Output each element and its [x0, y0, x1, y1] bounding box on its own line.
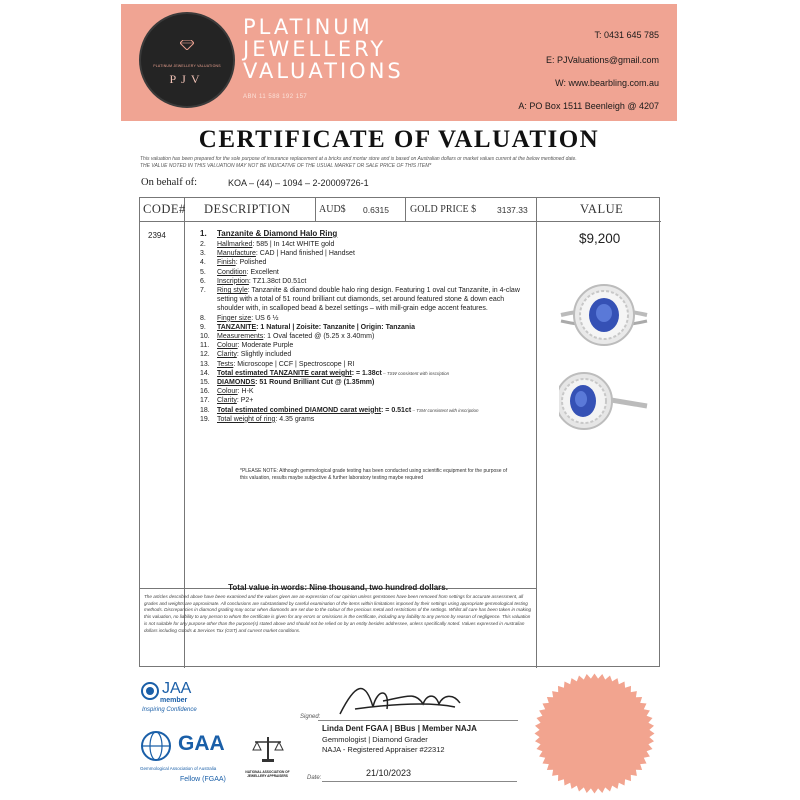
description-item: [200, 323, 530, 332]
column-header-code: CODE#: [143, 202, 186, 216]
gold-price-value: 3137.33: [497, 205, 528, 215]
gold-price-label: GOLD PRICE $: [410, 204, 477, 215]
item-text: : Moderate Purple: [237, 342, 294, 350]
item-label: Finish: [217, 259, 236, 267]
description-item: [200, 240, 530, 249]
item-text: : = 0.51ct: [381, 406, 412, 414]
item-number: 8.: [200, 314, 206, 322]
item-number: 9.: [200, 323, 206, 331]
contact-phone: T: 0431 645 785: [594, 30, 659, 40]
ring-photo-side: [559, 368, 649, 438]
ring-photo-front: [559, 281, 649, 351]
brand-line-3: VALUATIONS: [243, 59, 404, 83]
on-behalf-value: KOA – (44) – 1094 – 2-20009726-1: [228, 178, 369, 188]
certificate-title: CERTIFICATE OF VALUATION: [198, 126, 600, 153]
item-number: 18.: [200, 406, 210, 414]
item-label: Ring style: [217, 287, 248, 295]
total-value-in-words: Total value in words: Nine thousand, two hundred dollars.: [228, 583, 448, 592]
description-item: [200, 249, 530, 258]
description-item: [200, 396, 530, 405]
item-text: : P2+: [236, 397, 254, 405]
jaa-text: JAA: [162, 680, 192, 697]
item-number: 16.: [200, 388, 210, 396]
jaa-circle-icon: [140, 681, 160, 701]
gaa-fellow: Fellow (FGAA): [180, 776, 226, 783]
item-text: : Slightly included: [236, 351, 292, 359]
description-item: [200, 415, 530, 424]
item-text: : 4.35 grams: [275, 415, 315, 423]
item-title-number: 1.: [200, 229, 207, 238]
abn-number: ABN 11 588 192 157: [243, 94, 308, 100]
item-text: : 585 | In 14ct WHITE gold: [252, 241, 335, 248]
description-item: [200, 350, 530, 359]
jaa-member-text: member: [160, 697, 188, 704]
handwritten-signature: [335, 679, 465, 719]
item-label: Measurements: [217, 333, 264, 341]
description-item: [200, 314, 530, 323]
date-label: Date:: [307, 775, 322, 781]
description-item: [200, 387, 530, 396]
item-title: [200, 228, 530, 239]
description-item: [200, 258, 530, 267]
testing-note: *PLEASE NOTE: Although gemmological grade testing has been conducted using scientific equipment for the purpose of this valuation, results maybe subjective & further laboratory testing maybe required: [240, 468, 508, 481]
disclaimer-line-1: This valuation has been prepared for the sole purpose of insurance replacement at a bricks and mortar store and is based on Australian dollars or market values current at the below mentioned date.: [140, 156, 577, 162]
item-lines: [200, 240, 530, 424]
description-item: [200, 378, 530, 387]
gaa-globe-icon: [140, 730, 172, 762]
description-item: [200, 277, 530, 286]
item-label: Clarity: [217, 397, 237, 405]
item-number: 6.: [200, 277, 206, 285]
item-label: Clarity: [217, 351, 237, 359]
item-number: 2.: [200, 241, 206, 248]
item-text: : Tanzanite & diamond double halo ring design. Featuring 1 oval cut Tanzanite, in 4-claw setting with a total of 51 round brilliant cut diamonds, set around featured stone & down each shoulder with, in scalloped bead & bezel settings – with mill-grain edge accent features.: [217, 287, 520, 313]
item-number: 12.: [200, 351, 210, 359]
item-label: Colour: [217, 388, 238, 396]
item-number: 10.: [200, 333, 210, 341]
item-number: 4.: [200, 259, 206, 267]
item-text: : US 6 ½: [251, 314, 279, 322]
item-title-text: Tanzanite & Diamond Halo Ring: [217, 229, 338, 238]
item-footnote: – TSW consistent with inscription: [411, 407, 479, 413]
description-item: [200, 360, 530, 369]
logo-ring-text: PLATINUM JEWELLERY VALUATIONS: [153, 64, 221, 68]
signed-label: Signed:: [300, 714, 321, 720]
item-number: 3.: [200, 250, 206, 258]
item-number: 13.: [200, 360, 210, 368]
item-label: Manufacture: [217, 250, 256, 258]
date-line: [322, 781, 517, 782]
contact-address: A: PO Box 1511 Beenleigh @ 4207: [518, 101, 659, 111]
item-text: : H-K: [237, 388, 254, 396]
letterhead-banner: [121, 4, 677, 121]
item-label: Total weight of ring: [217, 415, 276, 423]
item-text: : = 1.38ct: [351, 369, 382, 377]
on-behalf-label: On behalf of:: [141, 177, 197, 188]
valuation-disclaimer: [140, 156, 660, 169]
signature-line: [318, 720, 518, 721]
item-label: Colour: [217, 342, 238, 350]
description-item: [200, 341, 530, 350]
valuation-date: 21/10/2023: [366, 768, 412, 778]
signer-registration: NAJA - Registered Appraiser #22312: [322, 745, 445, 754]
naja-label: NATIONAL ASSOCIATION OF JEWELLERY APPRAISERS: [245, 770, 290, 778]
aud-label: AUD$: [319, 204, 346, 215]
item-number: 7.: [200, 287, 206, 295]
item-number: 5.: [200, 268, 206, 276]
item-text: : 1 Oval faceted @ (5.25 x 3.40mm): [263, 333, 375, 341]
item-code: 2394: [148, 231, 166, 240]
item-label: Total estimated combined DIAMOND carat weight: [217, 406, 382, 414]
item-number: 17.: [200, 397, 210, 405]
embossed-seal: [532, 671, 657, 796]
item-label: TANZANITE: [217, 323, 257, 331]
signer-name: Linda Dent FGAA | BBus | Member NAJA: [322, 724, 477, 733]
brand-line-2: JEWELLERY: [243, 37, 387, 61]
item-label: Tests: [217, 360, 234, 368]
description-item: [200, 332, 530, 341]
item-label: Finger size: [217, 314, 252, 322]
description-item: [200, 268, 530, 277]
gaa-text: GAA: [178, 732, 225, 755]
column-header-value: VALUE: [580, 202, 624, 216]
signer-title: Gemmologist | Diamond Grader: [322, 735, 428, 744]
terms-and-conditions: The articles described above have been examined and the values given are an expression of our opinion unless gemstones have been removed from settings for accurate assessment, all grades and weights are approximate. All conclusions are substantiated by careful examination of the items within limitations imposed by their settings using appropriate gemmological testing methods. Discrepancies in diamond grading may occur when diamonds are set due to the colour of the precious metal and restrictions of the settings. Whilst all care has been taken in making this valuation, no liability to any person to whom the certificate is given for any errors or omissions in the certificate, including any liability to any person by reason of negligence. This valuation is not suitable for any purpose other than the purpose(s) stated above and should not be relied on by an entity besides addressee, unless specifically noted. Values expressed in Australian dollars including Goods & Services Tax (GST) and current market conditions.: [144, 594, 532, 633]
description-item: [200, 406, 530, 415]
item-label: Total estimated TANZANITE carat weight: [217, 369, 352, 377]
valuation-table: [139, 197, 660, 667]
item-number: 19.: [200, 415, 210, 423]
diamond-icon: [180, 40, 194, 50]
description-list: [200, 228, 530, 424]
item-label: Condition: [217, 268, 247, 276]
jaa-tagline: Inspiring Confidence: [142, 707, 197, 713]
gaa-subtitle: Gemmological Association of Australia: [140, 766, 217, 771]
brand-line-1: PLATINUM: [243, 15, 373, 39]
item-text: : CAD | Hand finished | Handset: [255, 250, 355, 258]
scales-icon: [251, 735, 285, 763]
contact-email: E: PJValuations@gmail.com: [545, 55, 659, 65]
logo-monogram: PJV: [169, 72, 205, 86]
description-item: [200, 286, 530, 314]
contact-website: W: www.bearbling.com.au: [555, 78, 659, 88]
item-label: Inscription: [217, 277, 249, 285]
company-logo: [139, 12, 235, 108]
item-text: : 1 Natural | Zoisite: Tanzanite | Origin: Tanzania: [256, 323, 415, 331]
item-number: 11.: [200, 342, 210, 350]
disclaimer-line-2: THE VALUE NOTED IN THIS VALUATION MAY NOT BE INDICATIVE OF THE USUAL MARKET OR SALE PRICE OF THIS ITEM*: [140, 162, 432, 169]
item-text: : Microscope | CCF | Spectroscope | RI: [233, 360, 355, 368]
item-text: : Excellent: [246, 268, 279, 276]
item-text: : 51 Round Brilliant Cut @ (1.35mm): [255, 379, 375, 387]
item-label: DIAMONDS: [217, 379, 256, 387]
item-text: : Polished: [235, 259, 267, 267]
column-header-description: DESCRIPTION: [204, 202, 291, 216]
aud-rate: 0.6315: [363, 205, 389, 215]
item-number: 14.: [200, 369, 210, 377]
valuation-price: $9,200: [579, 231, 621, 246]
description-item: [200, 369, 530, 378]
brand-name: [243, 16, 404, 82]
item-number: 15.: [200, 379, 210, 387]
naja-logo: [240, 735, 295, 778]
item-label: Hallmarked: [217, 241, 253, 248]
item-text: : TZ1.38ct D0.51ct: [248, 277, 307, 285]
item-footnote: – TSW consistent with inscription: [381, 370, 450, 376]
